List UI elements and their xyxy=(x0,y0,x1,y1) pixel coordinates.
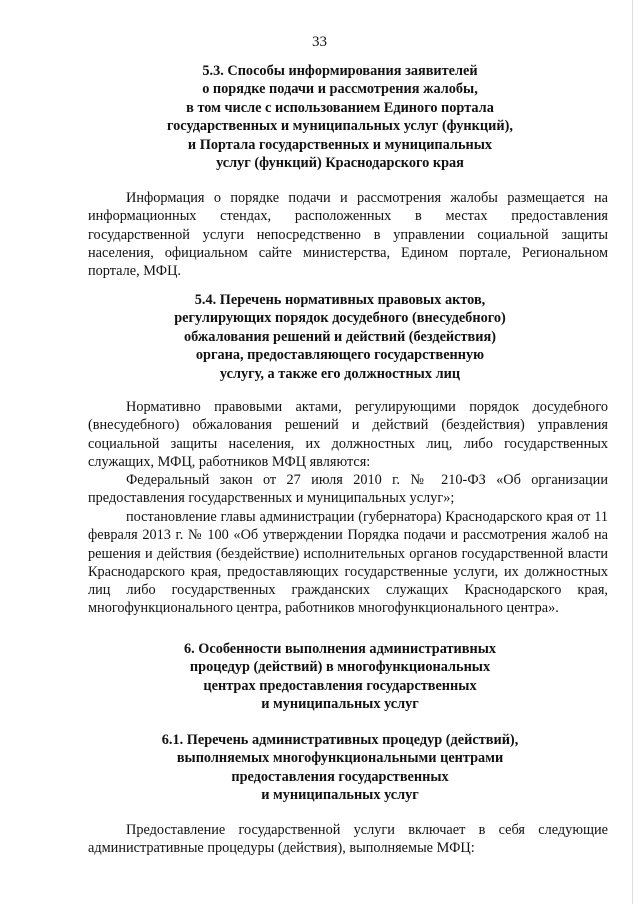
section-5-4-paragraph-2: Федеральный закон от 27 июля 2010 г. № 210-ФЗ «Об организации предоставления государственных и муниципальных услуг»; xyxy=(88,472,608,507)
heading-line: выполняемых многофункциональными центрами xyxy=(176,750,504,767)
heading-line: 5.3. Способы информирования заявителей xyxy=(202,63,478,79)
heading-line: 6. Особенности выполнения административных xyxy=(183,641,497,657)
heading-line: обжалования решений и действий (бездействия) xyxy=(183,328,496,345)
section-5-4-heading xyxy=(80,291,600,383)
heading-line: и муниципальных услуг xyxy=(261,787,419,804)
heading-line: 5.4. Перечень нормативных правовых актов, xyxy=(194,292,486,308)
scan-edge-shadow xyxy=(632,0,633,904)
heading-line: 6.1. Перечень административных процедур (действий), xyxy=(161,732,519,748)
heading-line: предоставления государственных xyxy=(231,768,449,785)
heading-line: о порядке подачи и рассмотрения жалобы, xyxy=(202,81,478,98)
page-number: 33 xyxy=(312,34,327,50)
heading-line: регулирующих порядок досудебного (внесудебного) xyxy=(174,310,506,327)
heading-line: и муниципальных услуг xyxy=(261,696,419,713)
heading-line: услугу, а также его должностных лиц xyxy=(219,365,461,382)
heading-line: в том числе с использованием Единого портала xyxy=(186,99,494,116)
section-5-3-paragraph: Информация о порядке подачи и рассмотрения жалобы размещается на информационных стендах, расположенных в местах предоставления государственной услуги непосредственно в управлении социальной защиты населения, официальном сайте министерства, Едином портале, Региональном портале, МФЦ. xyxy=(88,190,608,280)
section-6-1-paragraph: Предоставление государственной услуги включает в себя следующие административные процедуры (действия), выполняемые МФЦ: xyxy=(88,822,608,857)
section-6-heading xyxy=(80,640,600,714)
heading-line: центрах предоставления государственных xyxy=(203,677,477,694)
section-5-4-paragraph-3: постановление главы администрации (губернатора) Краснодарского края от 11 февраля 2013 г. № 100 «Об утверждении Порядка подачи и рассмотрения жалоб на решения и действия (бездействие) исполнительных органов государственной власти Краснодарского края, предоставляющих государственные услуги, их должностных лиц либо государственных гражданских служащих Краснодарского края, многофункционального центра, работников многофункционального центра». xyxy=(88,509,608,617)
heading-line: органа, предоставляющего государственную xyxy=(195,347,485,364)
heading-line: услуг (функций) Краснодарского края xyxy=(216,155,464,172)
section-5-3-heading xyxy=(80,62,600,172)
heading-line: государственных и муниципальных услуг (функций), xyxy=(167,118,513,135)
section-5-4-paragraph-1: Нормативно правовыми актами, регулирующими порядок досудебного (внесудебного) обжалования решений и действий (бездействия) управления социальной защиты населения, их должностных лиц, либо государственных служащих, МФЦ, работников МФЦ являются: xyxy=(88,399,608,470)
heading-line: процедур (действий) в многофункциональных xyxy=(189,659,491,676)
section-6-1-heading xyxy=(80,731,600,805)
heading-line: и Портала государственных и муниципальных xyxy=(187,136,493,153)
